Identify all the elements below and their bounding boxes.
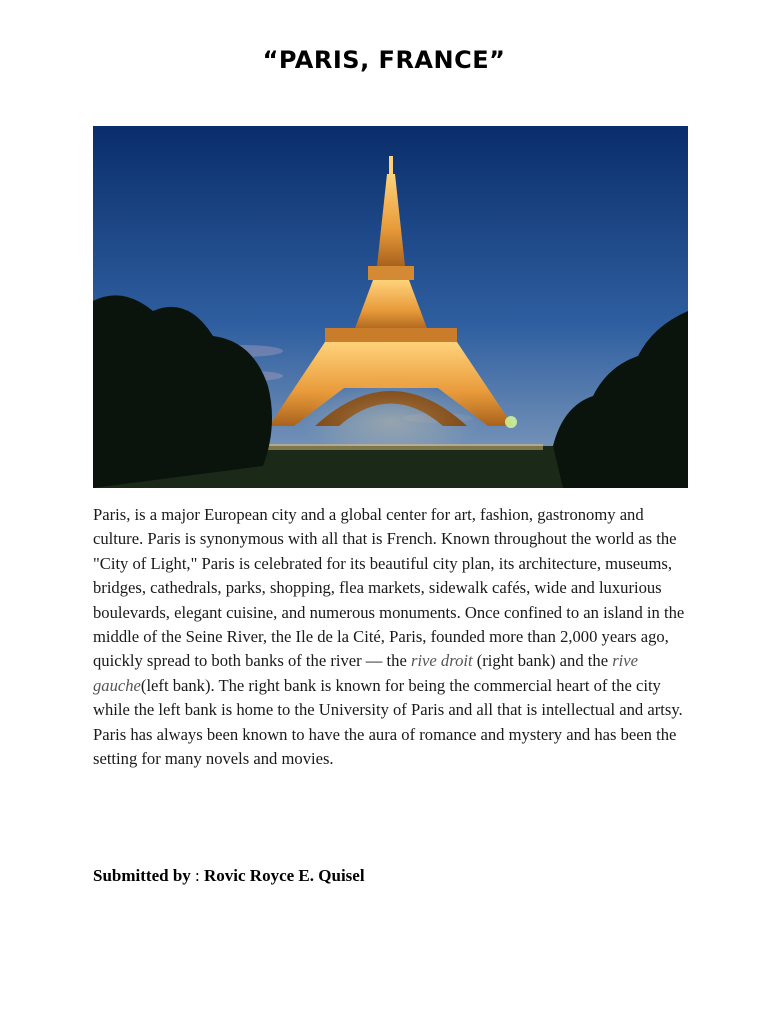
body-paragraph (93, 503, 693, 771)
eiffel-tower-photo (93, 126, 688, 488)
body-text-part2: (right bank) and the (472, 651, 613, 671)
page-title: “PARIS, FRANCE” (262, 46, 506, 74)
rive-droit-term: rive droit (410, 651, 473, 671)
submitted-by-label: Submitted by (93, 866, 191, 885)
body-text-part1: Paris, is a major European city and a global center for art, fashion, gastronomy and culture. Paris is synonymous with all that is French. Known throughout the world as the "City of Light," Paris is celebrated for its beautiful city plan, its architecture, museums, bridges, cathedrals, parks, shopping, flea markets, sidewalk cafés, wide and luxurious boulevards, elegant cuisine, and numerous monuments. Once confined to an island in the middle of the Seine River, the Ile de la Cité, Paris, founded more than 2,000 years ago, quickly spread to both banks of the river — the (93, 505, 685, 671)
submitted-by-line (93, 866, 693, 886)
author-name: Rovic Royce E. Quisel (204, 866, 365, 885)
body-text-part3: (left bank). The right bank is known for being the commercial heart of the city while the left bank is home to the University of Paris and all that is intellectual and artsy. Paris has always been known to have the aura of romance and mystery and has been the setting for many novels and movies. (93, 675, 683, 769)
submitted-by-separator: : (190, 866, 205, 885)
rive-gauche-term: rive gauche (93, 651, 639, 695)
